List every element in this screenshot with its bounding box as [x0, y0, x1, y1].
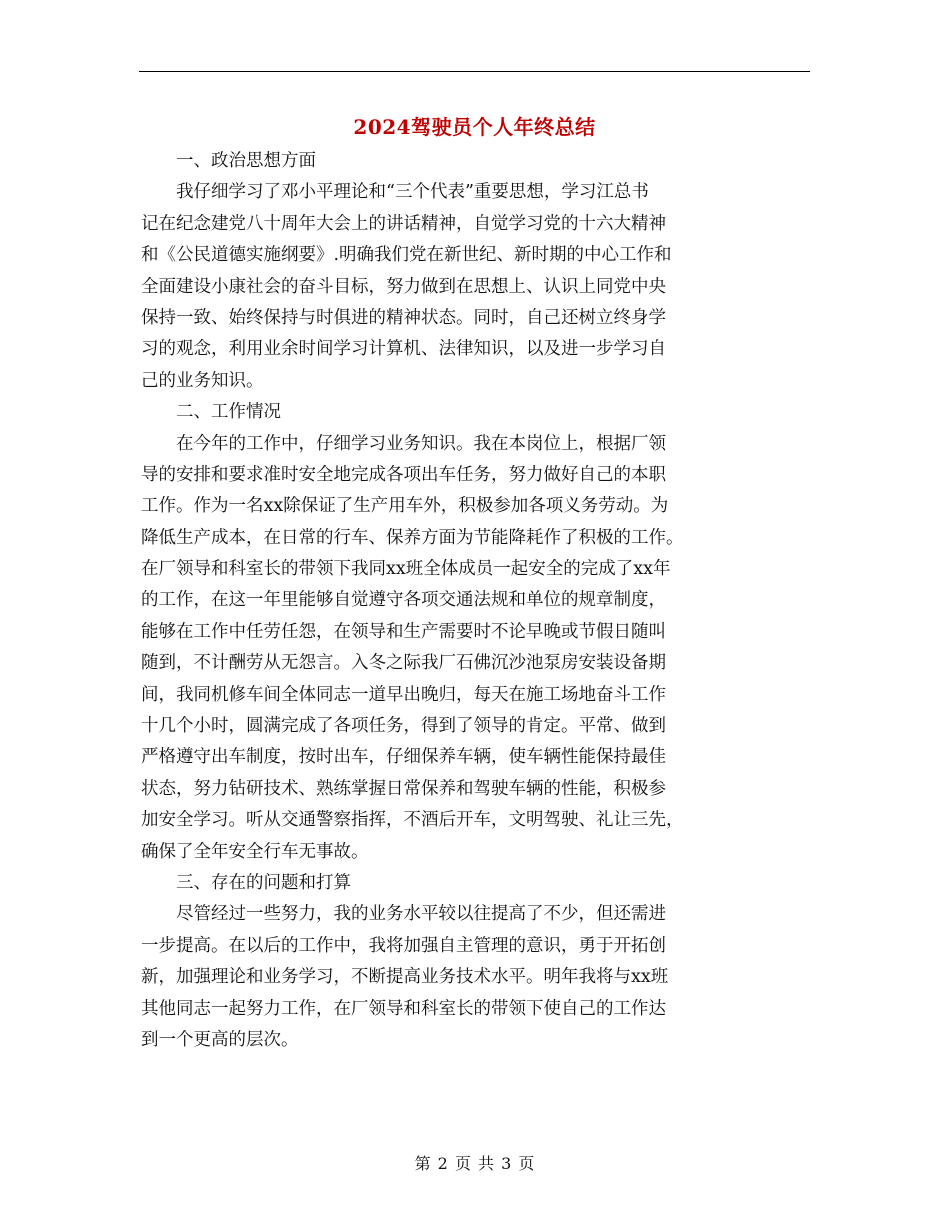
text-line: 全面建设小康社会的奋斗目标，努力做到在思想上、认识上同党中央: [141, 276, 666, 297]
text-line: 十几个小时，圆满完成了各项任务，得到了领导的肯定。平常、做到: [141, 716, 666, 737]
text-line: 工作。作为一名xx除保证了生产用车外，积极参加各项义务劳动。为: [141, 496, 669, 517]
text-line: 保持一致、始终保持与时俱进的精神状态。同时，自己还树立终身学: [141, 307, 666, 328]
text-line: 新，加强理论和业务学习，不断提高业务技术水平。明年我将与xx班: [141, 967, 669, 988]
text-line: 加安全学习。听从交通警察指挥，不酒后开车，文明驾驶、礼让三先，: [141, 810, 684, 831]
text-line: 一、政治思想方面: [141, 151, 316, 171]
text-line: 降低生产成本，在日常的行车、保养方面为节能降耗作了积极的工作。: [141, 527, 684, 548]
text-line: 二、工作情况: [141, 402, 281, 423]
text-line: 和《公民道德实施纲要》.明确我们党在新世纪、新时期的中心工作和: [141, 245, 672, 266]
document-title: 2024驾驶员个人年终总结: [353, 115, 596, 139]
text-line: 习的观念，利用业余时间学习计算机、法律知识，以及进一步学习自: [141, 339, 666, 360]
text-line: 间，我同机修车间全体同志一道早出晚归，每天在施工场地奋斗工作: [141, 684, 666, 705]
text-line: 的工作，在这一年里能够自觉遵守各项交通法规和单位的规章制度，: [141, 590, 666, 611]
page-footer: 第 2 页 共 3 页: [414, 1154, 536, 1173]
header-rule: [139, 71, 810, 72]
text-line: 其他同志一起努力工作，在厂领导和科室长的带领下使自己的工作达: [141, 998, 666, 1019]
text-line: 在厂领导和科室长的带领下我同xx班全体成员一起安全的完成了xx年: [141, 559, 671, 580]
text-line: 三、存在的问题和打算: [141, 872, 351, 893]
text-line: 尽管经过一些努力，我的业务水平较以往提高了不少，但还需进: [141, 904, 666, 925]
text-line: 到一个更高的层次。: [141, 1029, 299, 1050]
text-line: 己的业务知识。: [141, 370, 264, 391]
text-line: 能够在工作中任劳任怨，在领导和生产需要时不论早晚或节假日随叫: [141, 621, 666, 642]
text-line: 在今年的工作中，仔细学习业务知识。我在本岗位上，根据厂领: [141, 433, 666, 454]
text-line: 一步提高。在以后的工作中，我将加强自主管理的意识，勇于开拓创: [141, 935, 666, 956]
text-line: 严格遵守出车制度，按时出车，仔细保养车辆，使车辆性能保持最佳: [141, 747, 666, 768]
text-line: 状态，努力钻研技术、熟练掌握日常保养和驾驶车辆的性能，积极参: [141, 778, 666, 799]
text-line: 我仔细学习了邓小平理论和“三个代表”重要思想，学习江总书: [141, 182, 649, 203]
document-body: [141, 146, 811, 1056]
text-line: 确保了全年安全行车无事故。: [141, 841, 369, 862]
text-line: 导的安排和要求准时安全地完成各项出车任务，努力做好自己的本职: [141, 464, 666, 485]
text-line: 随到，不计酬劳从无怨言。入冬之际我厂石佛沉沙池泵房安装设备期: [141, 653, 666, 674]
text-line: 记在纪念建党八十周年大会上的讲话精神，自觉学习党的十六大精神: [141, 213, 666, 234]
